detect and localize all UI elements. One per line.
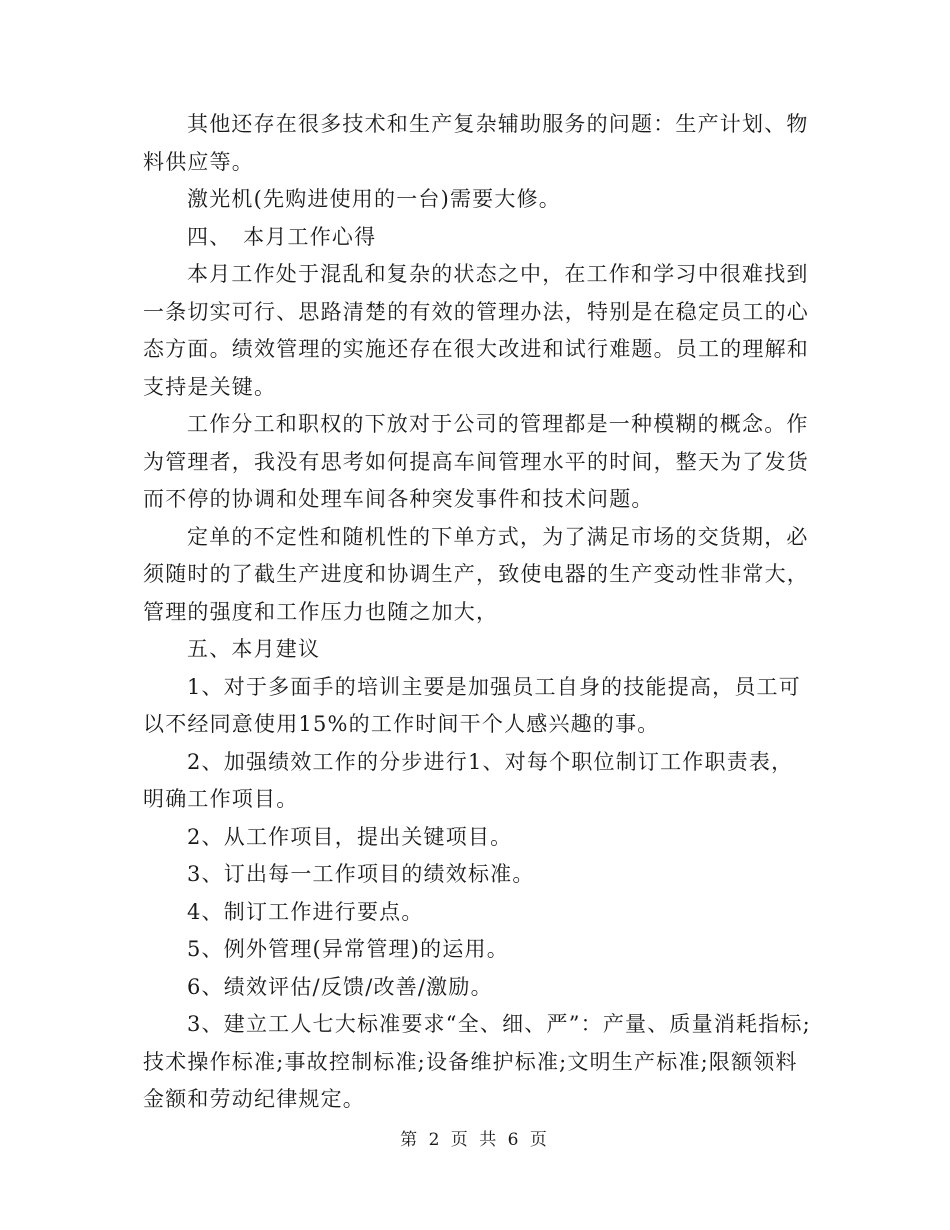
paragraph-experience-2: 工作分工和职权的下放对于公司的管理都是一种模糊的概念。作为管理者，我没有思考如何提高车间管理水平的时间，整天为了发货而不停的协调和处理车间各种突发事件和技术问题。 xyxy=(143,412,809,511)
paragraph-other-issues: 其他还存在很多技术和生产复杂辅助服务的问题：生产计划、物料供应等。 xyxy=(143,112,809,174)
section-heading-experience: 四、 本月工作心得 xyxy=(187,224,377,249)
suggestion-item-2: 2、加强绩效工作的分步进行1、对每个职位制订工作职责表，明确工作项目。 xyxy=(143,749,794,811)
suggestion-subitem-4: 4、制订工作进行要点。 xyxy=(187,899,424,924)
paragraph-experience-1: 本月工作处于混乱和复杂的状态之中，在工作和学习中很难找到一条切实可行、思路清楚的有效的管理办法，特别是在稳定员工的心态方面。绩效管理的实施还存在很大改进和试行难题。员工的理解和支持是关键。 xyxy=(143,262,809,399)
paragraph-experience-3: 定单的不定性和随机性的下单方式，为了满足市场的交货期，必须随时的了截生产进度和协调生产，致使电器的生产变动性非常大，管理的强度和工作压力也随之加大， xyxy=(143,524,809,624)
suggestion-subitem-2: 2、从工作项目，提出关键项目。 xyxy=(187,824,513,849)
suggestion-item-1: 1、对于多面手的培训主要是加强员工自身的技能提高，员工可以不经同意使用15%的工作时间干个人感兴趣的事。 xyxy=(143,674,801,736)
suggestion-subitem-3: 3、订出每一工作项目的绩效标准。 xyxy=(187,862,535,886)
document-body xyxy=(143,106,815,1119)
page-number-footer: 第 2 页 共 6 页 xyxy=(400,1130,550,1150)
suggestion-item-3: 3、建立工人七大标准要求“全、细、严”：产量、质量消耗指标;技术操作标准;事故控制标准;设备维护标准;文明生产标准;限额领料金额和劳动纪律规定。 xyxy=(143,1012,811,1111)
suggestion-subitem-6: 6、绩效评估/反馈/改善/激励。 xyxy=(187,974,493,999)
section-heading-suggestions: 五、本月建议 xyxy=(187,637,321,661)
paragraph-laser-machine: 激光机(先购进使用的一台)需要大修。 xyxy=(187,187,561,211)
suggestion-subitem-5: 5、例外管理(异常管理)的运用。 xyxy=(187,937,509,961)
